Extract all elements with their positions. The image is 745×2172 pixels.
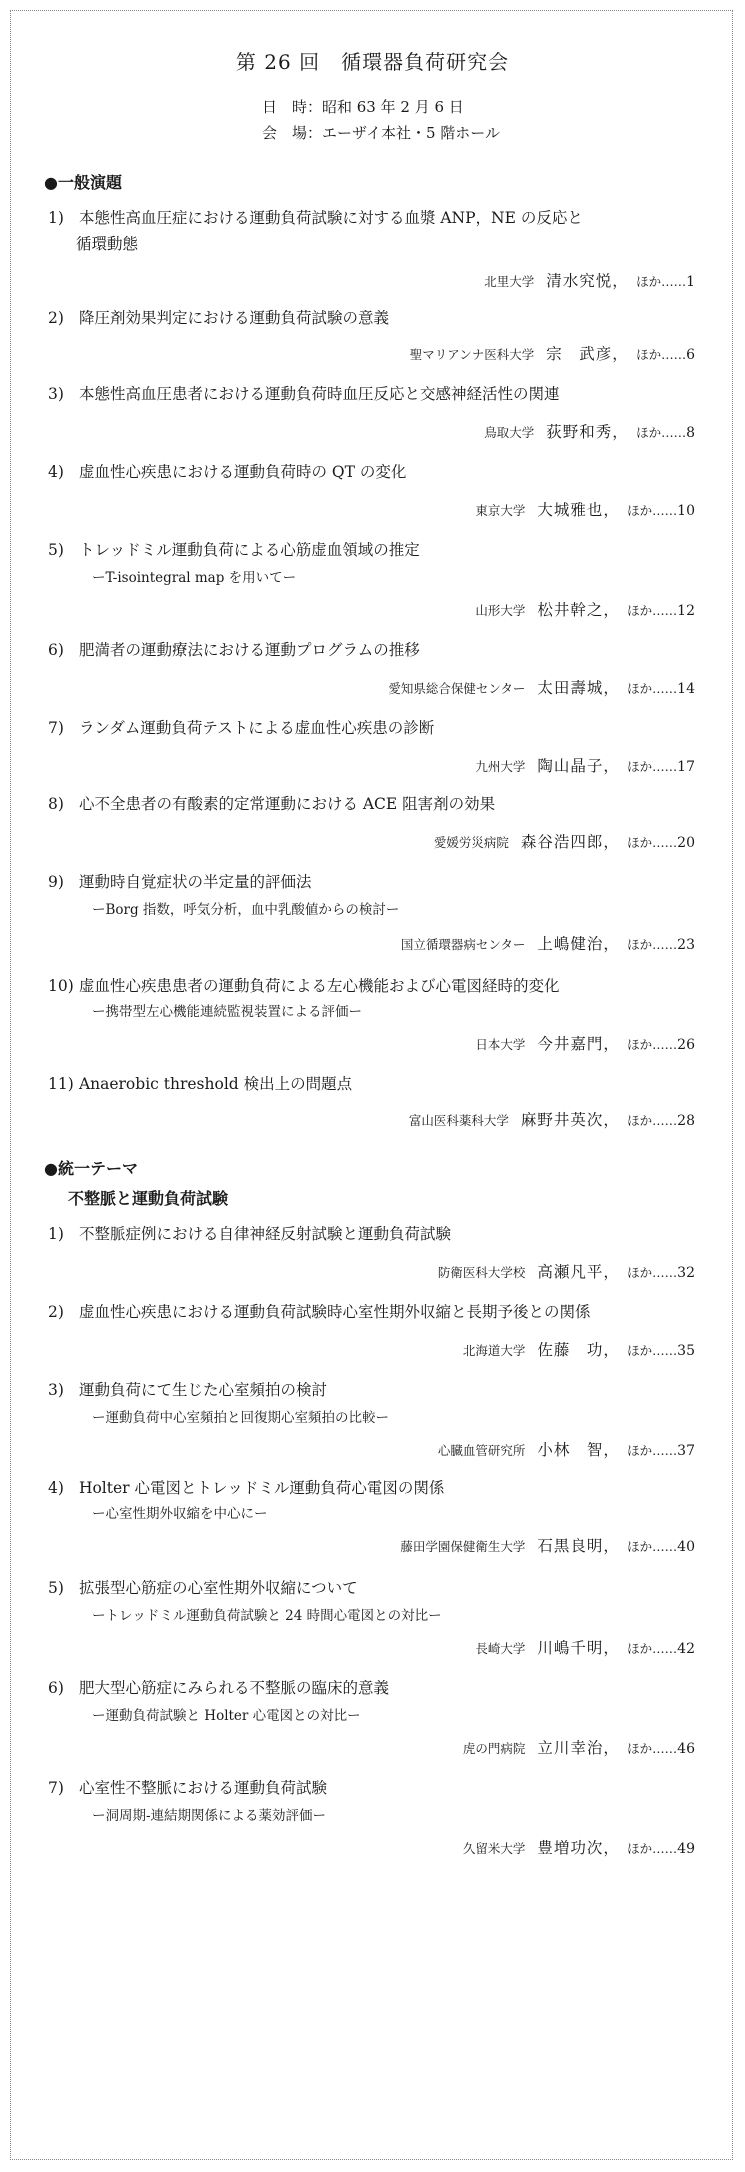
item-author-line: 富山医科薬科大学 麻野井英次， ほか……28 (408, 1111, 695, 1129)
item-subtitle: ーT-isointegral map を用いてー (92, 570, 297, 586)
meeting-date: 日 時：昭和 63 年 2 月 6 日 (262, 98, 464, 116)
item-subtitle: ー洞周期-連結期関係による薬効評価ー (92, 1808, 327, 1824)
item-author-line: 九州大学 陶山晶子， ほか……17 (475, 757, 695, 775)
item-title: 4) Holter 心電図とトレッドミル運動負荷心電図の関係 (48, 1479, 445, 1497)
item-title: 4) 虚血性心疾患における運動負荷時の QT の変化 (48, 463, 407, 481)
item-title: 1) 本態性高血圧症における運動負荷試験に対する血漿 ANP，NE の反応と (48, 209, 583, 227)
item-author-line: 心臓血管研究所 小林 智， ほか……37 (437, 1441, 695, 1459)
item-author-line: 山形大学 松井幹之， ほか……12 (475, 601, 695, 619)
item-author-line: 国立循環器病センター 上嶋健治， ほか……23 (400, 935, 695, 953)
item-author-line: 日本大学 今井嘉門， ほか……26 (475, 1035, 695, 1053)
item-title-continued: 循環動態 (76, 235, 139, 253)
section-heading-general: ●一般演題 (44, 173, 122, 192)
item-subtitle: ー運動負荷試験と Holter 心電図との対比ー (92, 1708, 361, 1724)
item-author-line: 東京大学 大城雅也， ほか……10 (475, 501, 695, 519)
item-author-line: 藤田学園保健衛生大学 石黒良明， ほか……40 (400, 1537, 695, 1555)
item-title: 1) 不整脈症例における自律神経反射試験と運動負荷試験 (48, 1225, 451, 1243)
item-author-line: 久留米大学 豊増功次， ほか……49 (462, 1839, 695, 1857)
item-title: 3) 運動負荷にて生じた心室頻拍の検討 (48, 1381, 327, 1399)
item-title: 8) 心不全患者の有酸素的定常運動における ACE 阻害剤の効果 (48, 795, 496, 813)
item-title: 11) Anaerobic threshold 検出上の問題点 (48, 1075, 353, 1093)
item-subtitle: ー運動負荷中心室頻拍と回復期心室頻拍の比較ー (92, 1410, 389, 1426)
item-title: 9) 運動時自覚症状の半定量的評価法 (48, 873, 312, 891)
item-author-line: 鳥取大学 荻野和秀， ほか……8 (484, 423, 695, 441)
item-title: 7) ランダム運動負荷テストによる虚血性心疾患の診断 (48, 719, 435, 737)
item-subtitle: ー心室性期外収縮を中心にー (92, 1506, 268, 1522)
item-subtitle: ートレッドミル運動負荷試験と 24 時間心電図との対比ー (92, 1608, 442, 1624)
page-title: 第 26 回 循環器負荷研究会 (235, 50, 510, 74)
item-author-line: 愛知県総合保健センター 太田壽城， ほか……14 (388, 679, 695, 697)
item-author-line: 防衛医科大学校 高瀬凡平， ほか……32 (437, 1263, 695, 1281)
unified-theme-title: 不整脈と運動負荷試験 (68, 1189, 229, 1208)
section-heading-unified: ●統一テーマ (44, 1159, 138, 1178)
item-author-line: 北里大学 清水究悦， ほか……1 (484, 272, 695, 290)
item-author-line: 聖マリアンナ医科大学 宗 武彦， ほか……6 (409, 345, 695, 363)
item-title: 6) 肥大型心筋症にみられる不整脈の臨床的意義 (48, 1679, 389, 1697)
item-subtitle: ーBorg 指数，呼気分析，血中乳酸値からの検討ー (92, 902, 400, 918)
item-title: 2) 降圧剤効果判定における運動負荷試験の意義 (48, 309, 389, 327)
item-title: 5) トレッドミル運動負荷による心筋虚血領域の推定 (48, 541, 420, 559)
item-subtitle: ー携帯型左心機能連続監視装置による評価ー (92, 1004, 362, 1020)
item-author-line: 愛媛労災病院 森谷浩四郎， ほか……20 (433, 833, 695, 851)
item-author-line: 長崎大学 川嶋千明， ほか……42 (475, 1639, 695, 1657)
item-title: 3) 本態性高血圧患者における運動負荷時血圧反応と交感神経活性の関連 (48, 385, 560, 403)
meeting-venue: 会 場：エーザイ本社・5 階ホール (262, 124, 500, 142)
item-author-line: 北海道大学 佐藤 功， ほか……35 (462, 1341, 695, 1359)
item-title: 7) 心室性不整脈における運動負荷試験 (48, 1779, 327, 1797)
item-author-line: 虎の門病院 立川幸治， ほか……46 (462, 1739, 695, 1757)
item-title: 5) 拡張型心筋症の心室性期外収縮について (48, 1579, 358, 1597)
item-title: 6) 肥満者の運動療法における運動プログラムの推移 (48, 641, 420, 659)
item-title: 2) 虚血性心疾患における運動負荷試験時心室性期外収縮と長期予後との関係 (48, 1303, 591, 1321)
item-title: 10) 虚血性心疾患患者の運動負荷による左心機能および心電図経時的変化 (48, 977, 560, 995)
